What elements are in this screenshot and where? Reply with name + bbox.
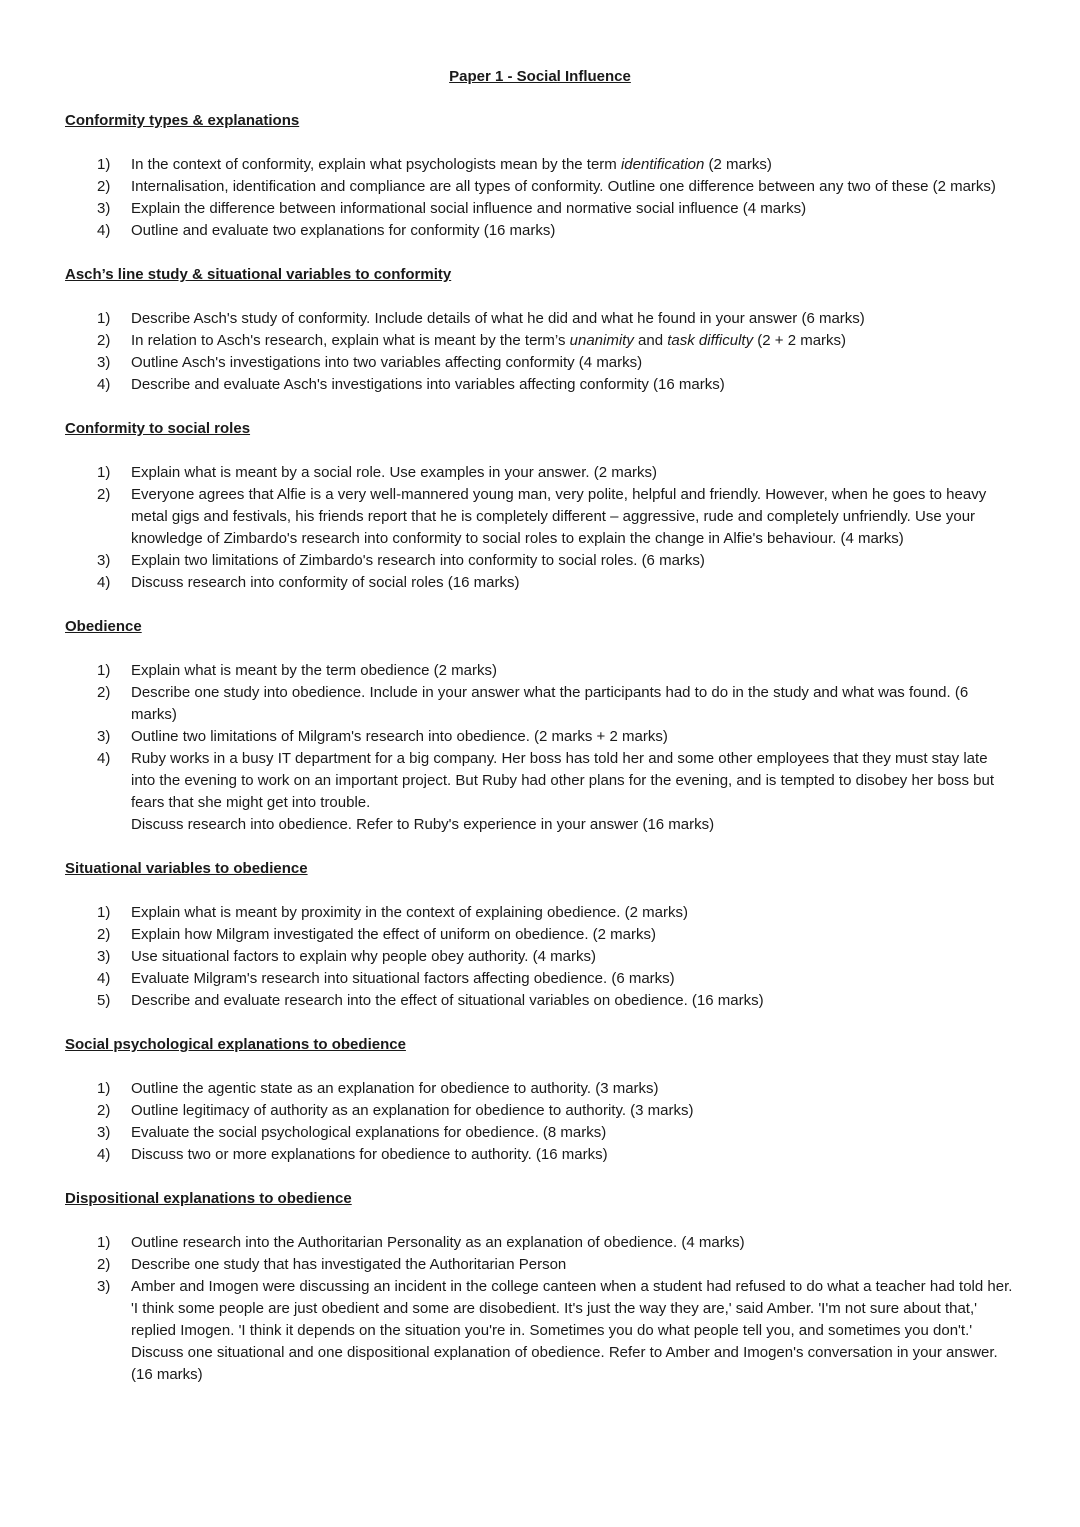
question-item (65, 726, 1015, 748)
italic-term: unanimity (569, 332, 634, 349)
question-number: 4) (97, 376, 111, 393)
question-list (65, 1232, 1015, 1386)
question-number: 4) (97, 970, 111, 987)
question-text (131, 904, 688, 921)
question-item (65, 1144, 1015, 1166)
question-number: 3) (97, 354, 111, 371)
question-number: 4) (97, 222, 111, 239)
sections-container (65, 110, 1015, 1386)
section (65, 418, 1015, 594)
question-item (65, 176, 1015, 198)
question-text (131, 156, 772, 173)
question-text-part: Describe and evaluate Asch's investigations into variables affecting conformity (16 marks) (131, 376, 725, 393)
question-text-part: Explain what is meant by the term obedience (2 marks) (131, 662, 497, 679)
question-number: 2) (97, 332, 111, 349)
question-text-part: Describe one study into obedience. Include in your answer what the participants had to do in the study and what was found. (6 marks) (131, 684, 969, 723)
section-heading: Social psychological explanations to obedience (65, 1036, 406, 1053)
section-heading: Conformity types & explanations (65, 112, 300, 129)
question-text (131, 1102, 694, 1119)
section-heading: Conformity to social roles (65, 420, 251, 437)
question-number: 3) (97, 552, 111, 569)
question-text-part: (2 + 2 marks) (753, 332, 847, 349)
question-item (65, 308, 1015, 330)
question-list (65, 1078, 1015, 1166)
question-text (131, 1146, 608, 1163)
question-text (131, 354, 642, 371)
question-number: 2) (97, 1102, 111, 1119)
question-number: 2) (97, 684, 111, 701)
question-text (131, 1256, 566, 1273)
question-text (131, 376, 725, 393)
question-item (65, 1232, 1015, 1254)
question-item (65, 682, 1015, 726)
question-number: 1) (97, 904, 111, 921)
question-item (65, 990, 1015, 1012)
question-text (131, 992, 764, 1009)
question-item (65, 660, 1015, 682)
question-item (65, 902, 1015, 924)
question-text (131, 552, 705, 569)
question-item (65, 220, 1015, 242)
question-item (65, 330, 1015, 352)
question-text (131, 310, 865, 327)
question-item (65, 550, 1015, 572)
question-item (65, 968, 1015, 990)
question-text-part: Amber and Imogen were discussing an incident in the college canteen when a student had refused to do what a teacher had told her. 'I think some people are just obedient and some are disobedient. It's just the way they are,' said Amber. 'I'm not sure about that,' replied Imogen. 'I think it depends on the situation you're in. Sometimes you do what people tell you, and sometimes you don't.' (131, 1278, 1013, 1339)
question-number: 4) (97, 574, 111, 591)
question-text (131, 200, 806, 217)
question-number: 3) (97, 728, 111, 745)
question-text (131, 684, 968, 723)
section (65, 264, 1015, 396)
question-number: 3) (97, 200, 111, 217)
question-text-part: In the context of conformity, explain what psychologists mean by the term (131, 156, 621, 173)
question-number: 1) (97, 310, 111, 327)
question-item (65, 352, 1015, 374)
question-text-part: Explain two limitations of Zimbardo's research into conformity to social roles. (6 marks) (131, 552, 705, 569)
question-text (131, 574, 519, 591)
question-text (131, 662, 497, 679)
question-number: 4) (97, 750, 111, 767)
section-heading: Obedience (65, 618, 142, 635)
question-text-part: Evaluate Milgram's research into situational factors affecting obedience. (6 marks) (131, 970, 675, 987)
question-item (65, 924, 1015, 946)
question-text-part: Explain what is meant by a social role. Use examples in your answer. (2 marks) (131, 464, 658, 481)
question-text (131, 970, 675, 987)
question-number: 3) (97, 1278, 111, 1295)
question-text-part: Explain how Milgram investigated the effect of uniform on obedience. (2 marks) (131, 926, 656, 943)
question-text-part: Describe one study that has investigated the Authoritarian Person (131, 1256, 567, 1273)
question-list (65, 462, 1015, 594)
question-text-part: Explain the difference between informational social influence and normative social influence (4 marks) (131, 200, 807, 217)
section (65, 1034, 1015, 1166)
question-text (131, 486, 986, 547)
italic-term: task difficulty (667, 332, 754, 349)
question-item (65, 748, 1015, 836)
question-text-part: Outline research into the Authoritarian Personality as an explanation of obedience. (4 marks) (131, 1234, 745, 1251)
question-text (131, 332, 846, 349)
question-text (131, 728, 668, 745)
question-number: 1) (97, 156, 111, 173)
question-number: 2) (97, 926, 111, 943)
section (65, 858, 1015, 1012)
question-text-part: Ruby works in a busy IT department for a big company. Her boss has told her and some other employees that they must stay late into the evening to work on an important project. But Ruby had other plans for the evening, and is tempted to disobey her boss but fears that she might get into trouble. (131, 750, 995, 811)
question-item (65, 198, 1015, 220)
question-number: 4) (97, 1146, 111, 1163)
question-text-part: Discuss two or more explanations for obedience to authority. (16 marks) (131, 1146, 608, 1163)
document-page (65, 66, 1015, 1408)
question-text (131, 178, 996, 195)
italic-term: identification (620, 156, 705, 173)
question-text-part: (2 marks) (704, 156, 772, 173)
question-text-part: Describe and evaluate research into the effect of situational variables on obedience. (16 marks) (131, 992, 764, 1009)
page-title: Paper 1 - Social Influence (449, 68, 631, 85)
question-continuation: Discuss one situational and one dispositional explanation of obedience. Refer to Amber and Imogen's conversation in your answer. (16 marks) (131, 1344, 998, 1383)
question-text-part: Discuss research into conformity of social roles (16 marks) (131, 574, 520, 591)
question-text-part: Outline two limitations of Milgram's research into obedience. (2 marks + 2 marks) (131, 728, 668, 745)
question-list (65, 308, 1015, 396)
question-item (65, 946, 1015, 968)
question-text-part: Outline the agentic state as an explanation for obedience to authority. (3 marks) (131, 1080, 659, 1097)
question-number: 1) (97, 1080, 111, 1097)
question-text-part: Use situational factors to explain why people obey authority. (4 marks) (131, 948, 596, 965)
question-list (65, 154, 1015, 242)
question-item (65, 1078, 1015, 1100)
section-heading: Asch’s line study & situational variables to conformity (65, 266, 452, 283)
question-item (65, 484, 1015, 550)
question-text-part: Outline Asch's investigations into two variables affecting conformity (4 marks) (131, 354, 643, 371)
question-text (131, 464, 657, 481)
question-item (65, 1276, 1015, 1386)
question-text-part: Everyone agrees that Alfie is a very well-mannered young man, very polite, helpful and friendly. However, when he goes to heavy metal gigs and festivals, his friends report that he is completely different – aggressive, rude and completely unfriendly. Use your knowledge of Zimbardo's research into conformity to social roles to explain the change in Alfie's behaviour. (4 marks) (131, 486, 987, 547)
question-text (131, 948, 596, 965)
section (65, 110, 1015, 242)
question-text-part: Internalisation, identification and compliance are all types of conformity. Outline one difference between any two of these (2 marks) (131, 178, 996, 195)
section-heading: Situational variables to obedience (65, 860, 308, 877)
question-number: 2) (97, 178, 111, 195)
question-item (65, 374, 1015, 396)
question-text (131, 926, 656, 943)
question-text-part: and (633, 332, 668, 349)
question-number: 5) (97, 992, 111, 1009)
section (65, 1188, 1015, 1386)
section (65, 616, 1015, 836)
question-text (131, 1234, 745, 1251)
question-text (131, 1080, 659, 1097)
question-number: 3) (97, 948, 111, 965)
section-heading: Dispositional explanations to obedience (65, 1190, 352, 1207)
question-number: 1) (97, 464, 111, 481)
question-text-part: Describe Asch's study of conformity. Include details of what he did and what he found in your answer (6 marks) (131, 310, 865, 327)
question-item (65, 154, 1015, 176)
question-text (131, 222, 555, 239)
question-number: 1) (97, 662, 111, 679)
question-item (65, 1100, 1015, 1122)
question-number: 1) (97, 1234, 111, 1251)
question-list (65, 660, 1015, 836)
question-number: 3) (97, 1124, 111, 1141)
question-continuation: Discuss research into obedience. Refer to Ruby's experience in your answer (16 marks) (131, 816, 715, 833)
question-text (131, 750, 994, 811)
question-text (131, 1124, 606, 1141)
question-text (131, 1278, 1012, 1339)
question-text-part: Outline legitimacy of authority as an explanation for obedience to authority. (3 marks) (131, 1102, 694, 1119)
question-item (65, 462, 1015, 484)
question-text-part: Explain what is meant by proximity in the context of explaining obedience. (2 marks) (131, 904, 688, 921)
question-number: 2) (97, 1256, 111, 1273)
question-item (65, 1254, 1015, 1276)
question-text-part: Evaluate the social psychological explanations for obedience. (8 marks) (131, 1124, 607, 1141)
question-text-part: Outline and evaluate two explanations for conformity (16 marks) (131, 222, 556, 239)
question-number: 2) (97, 486, 111, 503)
question-text-part: In relation to Asch's research, explain what is meant by the term’s (131, 332, 570, 349)
question-item (65, 572, 1015, 594)
question-list (65, 902, 1015, 1012)
question-item (65, 1122, 1015, 1144)
